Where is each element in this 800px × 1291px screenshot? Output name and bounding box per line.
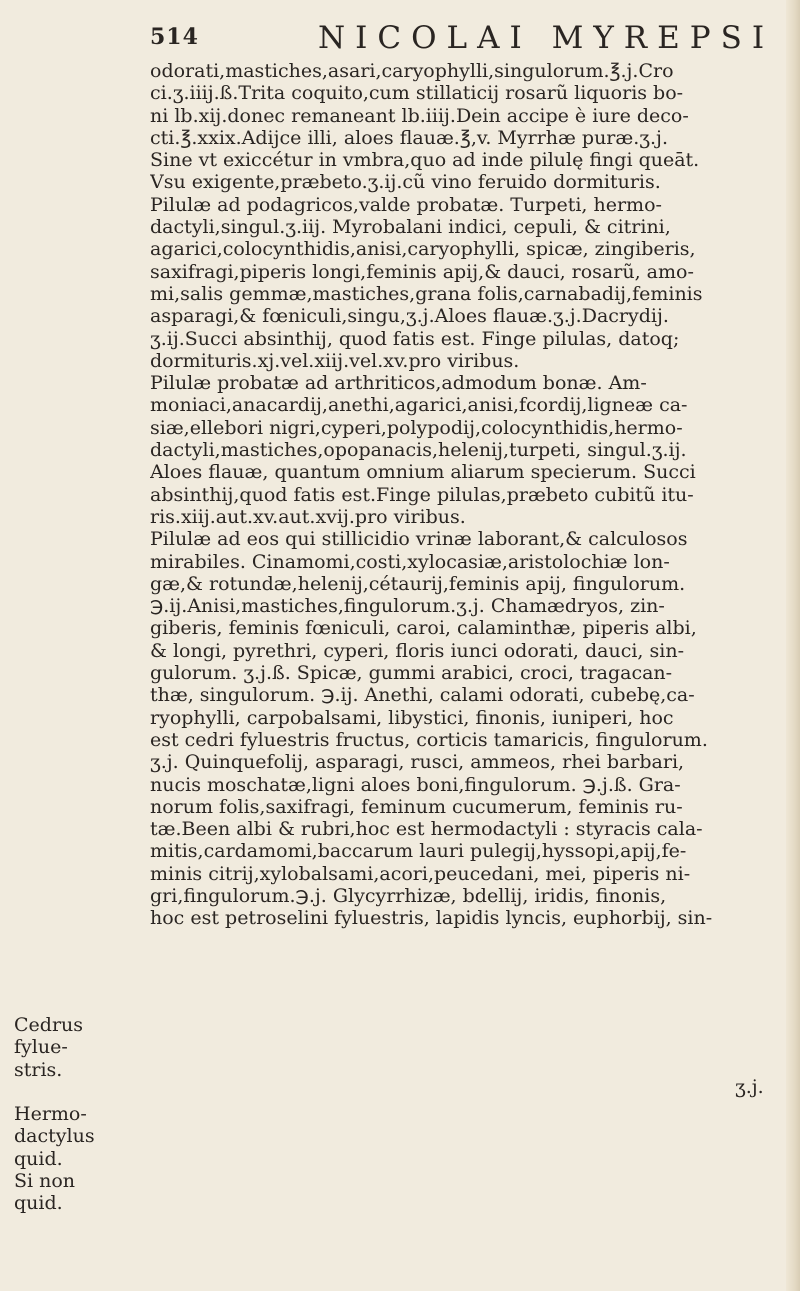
text-line: saxifragi,piperis longi,feminis apij,& dauci, rosarũ, amo- bbox=[150, 260, 694, 283]
text-line: moniaci,anacardij,anethi,agarici,anisi,fcordij,ligneæ ca- bbox=[150, 394, 688, 417]
text-line: dormituris.xj.vel.xiij.vel.xv.pro viribus. bbox=[150, 349, 520, 372]
text-line: & longi, pyrethri, cyperi, floris iunci odorati, dauci, sin- bbox=[150, 639, 684, 662]
text-line: mi,salis gemmæ,mastiches,grana folis,carnabadij,feminis bbox=[150, 282, 703, 305]
text-line: tæ.Been albi & rubri,hoc est hermodactyli : styracis cala- bbox=[150, 818, 703, 841]
margin-note-cedrus bbox=[14, 1014, 144, 1081]
margin-note-line: quid. bbox=[14, 1192, 63, 1215]
text-line: hoc est petroselini fyluestris, lapidis lyncis, euphorbij, sin- bbox=[150, 907, 713, 930]
margin-note-line: Cedrus bbox=[14, 1014, 84, 1036]
margin-note-line: dactylus bbox=[14, 1125, 95, 1148]
margin-note-line: Hermo- bbox=[14, 1103, 87, 1125]
text-line: gri,fingulorum.℈.j. Glycyrrhizæ, bdellij, iridis, finonis, bbox=[150, 884, 667, 907]
text-line: Pilulæ ad eos qui stillicidio vrinæ laborant,& calculosos bbox=[150, 528, 688, 551]
text-line: nucis moschatæ,ligni aloes boni,fingulorum. ℈.j.ß. Gra- bbox=[150, 773, 681, 796]
text-line: cti.℥.xxix.Adijce illi, aloes flauæ.℥,v. Myrrhæ puræ.ʒ.j. bbox=[150, 126, 668, 149]
text-line: ci.ʒ.iiij.ß.Trita coquito,cum stillaticij rosarũ liquoris bo- bbox=[150, 82, 684, 105]
text-line: asparagi,& fœniculi,singu,ʒ.j.Aloes flauæ.ʒ.j.Dacrydij. bbox=[150, 305, 669, 328]
text-line: est cedri fyluestris fructus, corticis tamaricis, fingulorum. bbox=[150, 728, 708, 751]
text-line: Pilulæ probatæ ad arthriticos,admodum bonæ. Am- bbox=[150, 372, 647, 395]
margin-note-line: fylue- bbox=[14, 1036, 68, 1059]
catchword: ʒ.j. bbox=[735, 1076, 764, 1098]
page-number: 514 bbox=[150, 24, 199, 50]
text-line: ʒ.ij.Succi absinthij, quod fatis est. Finge pilulas, datoq; bbox=[150, 327, 680, 350]
margin-note-line: Si non bbox=[14, 1170, 76, 1192]
text-line: mirabiles. Cinamomi,costi,xylocasiæ,aristolochiæ lon- bbox=[150, 550, 670, 573]
text-line: ʒ.j. Quinquefolij, asparagi, rusci, ammeos, rhei barbari, bbox=[150, 751, 685, 774]
text-line: Sine vt exiccétur in vmbra,quo ad inde pilulę fingi queāt. bbox=[150, 149, 700, 172]
margin-note-hermodactylus bbox=[14, 1103, 144, 1170]
margin-note-line: quid. bbox=[14, 1147, 63, 1170]
running-title: NICOLAI MYREPSI bbox=[318, 20, 775, 56]
text-line: mitis,cardamomi,baccarum lauri pulegij,hyssopi,apij,fe- bbox=[150, 840, 687, 863]
text-line: thæ, singulorum. ℈.ij. Anethi, calami odorati, cubebę,ca- bbox=[150, 684, 695, 707]
text-line: giberis, feminis fœniculi, caroi, calaminthæ, piperis albi, bbox=[150, 617, 697, 640]
margin-note-line: stris. bbox=[14, 1058, 63, 1081]
text-line: norum folis,saxifragi, feminum cucumerum, feminis ru- bbox=[150, 795, 683, 818]
text-line: minis citrij,xylobalsami,acori,peucedani, mei, piperis ni- bbox=[150, 862, 691, 885]
text-line: ris.xiij.aut.xv.aut.xvij.pro viribus. bbox=[150, 505, 466, 528]
text-line: Aloes flauæ, quantum omnium aliarum specierum. Succi bbox=[150, 461, 696, 484]
text-line: absinthij,quod fatis est.Finge pilulas,præbeto cubitũ itu- bbox=[150, 483, 694, 506]
text-line: ni lb.xij.donec remaneant lb.iiij.Dein accipe è iure deco- bbox=[150, 104, 689, 127]
margin-note-si-non bbox=[14, 1170, 144, 1215]
text-line: Vsu exigente,præbeto.ʒ.ij.cũ vino feruido dormituris. bbox=[150, 171, 661, 194]
body-text bbox=[150, 60, 796, 930]
text-line: agarici,colocynthidis,anisi,caryophylli, spicæ, zingiberis, bbox=[150, 238, 696, 261]
text-line: ryophylli, carpobalsami, libysti̇ci, finonis, iuniperi, hoc bbox=[150, 706, 674, 729]
text-line: dactyli,mastiches,opopanacis,helenij,turpeti, singul.ʒ.ij. bbox=[150, 439, 687, 462]
text-line: Pilulæ ad podagricos,valde probatæ. Turpeti, hermo- bbox=[150, 193, 662, 216]
text-line: ℈.ij.Anisi,mastiches,fingulorum.ʒ.j. Chamædryos, zin- bbox=[150, 595, 665, 618]
text-line: siæ,ellebori nigri,cyperi,polypodij,colocynthidis,hermo- bbox=[150, 416, 683, 439]
text-line: odorati,mastiches,asari,caryophylli,singulorum.℥.j.Cro bbox=[150, 60, 674, 82]
text-line: dactyli,singul.ʒ.iij. Myrobalani indici, cepuli, & citrini, bbox=[150, 216, 671, 239]
page-header bbox=[150, 18, 775, 56]
text-line: gulorum. ʒ.j.ß. Spicæ, gummi arabici, croci, tragacan- bbox=[150, 662, 673, 685]
text-line: gæ,& rotundæ,helenij,cétaurij,feminis apij, fingulorum. bbox=[150, 572, 686, 595]
